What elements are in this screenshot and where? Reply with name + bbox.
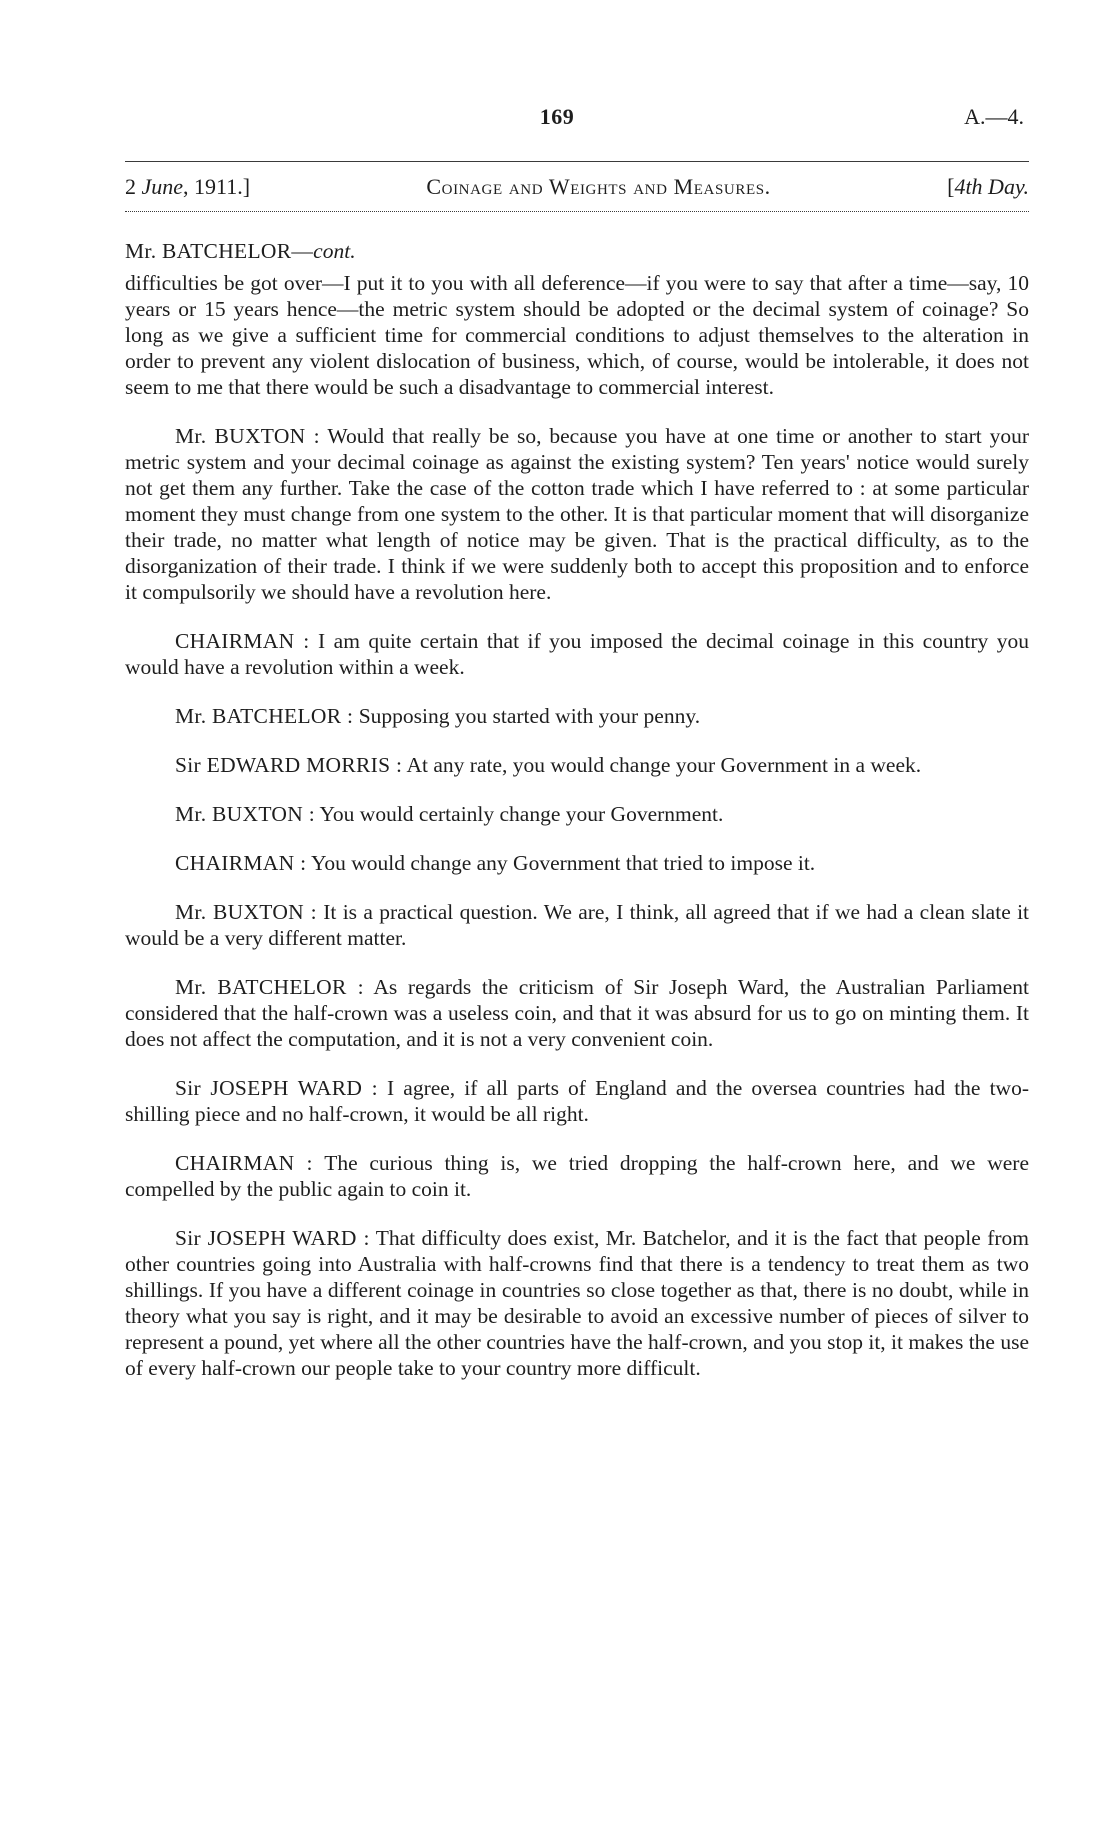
paragraph-0 (125, 270, 1029, 400)
paragraph-8 (125, 974, 1029, 1052)
paragraph-2 (125, 628, 1029, 680)
continuation-speaker: Mr. BATCHELOR— (125, 239, 314, 263)
speaker-name: Mr. BUXTON : (175, 802, 315, 826)
header-date-month: June (141, 174, 184, 199)
speaker-name: Mr. BUXTON : (175, 900, 317, 924)
paragraph-text: difficulties be got over—I put it to you with all deference—if you were to say that after a time—say, 10 years or 15 years hence—the metric system should be adopted or the decimal system of coinage? So long as we give a sufficient time for commercial conditions to adjust themselves to the alteration in order to prevent any violent dislocation of business, which, of course, would be intolerable, it does not seem to me that there would be such a disadvantage to commercial interest. (125, 271, 1029, 399)
paragraph-text: Supposing you started with your penny. (353, 704, 701, 728)
header-date-year: , 1911.] (183, 174, 251, 199)
paragraph-4 (125, 752, 1029, 778)
header-day-label: 4th Day. (954, 174, 1029, 199)
paragraph-3 (125, 703, 1029, 729)
paragraph-9 (125, 1075, 1029, 1127)
header-day-bracket: [ (947, 174, 955, 199)
speaker-name: CHAIRMAN : (175, 851, 307, 875)
paragraph-text: I agree, if all parts of England and the oversea countries had the two-shilling piece and no half-crown, it would be all right. (125, 1076, 1029, 1126)
speaker-name: Mr. BATCHELOR : (175, 975, 364, 999)
paragraph-text: You would change any Government that tried to impose it. (306, 851, 816, 875)
header-title: Coinage and Weights and Measures. (426, 174, 771, 199)
header-rule-top (125, 161, 1029, 162)
paragraph-text: As regards the criticism of Sir Joseph Ward, the Australian Parliament considered that the half-crown was a useless coin, and that it was absurd for us to go on minting them. It does not affect the computation, and it is not a very convenient coin. (125, 975, 1029, 1051)
transcript-body (125, 238, 1029, 1404)
paragraph-text: The curious thing is, we tried dropping the half-crown here, and we were compelled by the public again to coin it. (125, 1151, 1029, 1201)
speaker-name: Mr. BATCHELOR : (175, 704, 354, 728)
paragraph-text: That difficulty does exist, Mr. Batchelor, and it is the fact that people from other countries going into Australia with half-crowns find that there is a tendency to treat them as two shillings. If you have a different coinage in countries so close together as that, there is no doubt, while in theory what you say is right, and it may be desirable to avoid an excessive number of pieces of silver to represent a pound, yet where all the other countries have the half-crown, and you stop it, it makes the use of every half-crown our people take to your country more difficult. (125, 1226, 1029, 1380)
paragraph-5 (125, 801, 1029, 827)
speaker-name: Sir JOSEPH WARD : (175, 1226, 370, 1250)
paragraph-11 (125, 1225, 1029, 1381)
document-reference: A.—4. (964, 104, 1024, 129)
header-rule-bottom (125, 211, 1029, 212)
header-day (947, 174, 1029, 200)
continuation-line (125, 238, 1029, 264)
page-number: 169 (539, 104, 575, 129)
running-header (125, 174, 1029, 200)
speaker-name: Mr. BUXTON : (175, 424, 320, 448)
speaker-name: Sir JOSEPH WARD : (175, 1076, 378, 1100)
paragraph-text: Would that really be so, because you have at one time or another to start your metric system and your decimal coinage as against the existing system? Ten years' notice would surely not get them any further. Take the case of the cotton trade which I have referred to : at some particular moment they must change from one system to the other. It is that particular moment that will disorganize their trade, no matter what length of notice may be given. That is the practical difficulty, as to the disorganization of their trade. I think if we were suddenly both to accept this proposition and to enforce it compulsorily we should have a revolution here. (125, 424, 1029, 604)
paragraph-1 (125, 423, 1029, 605)
paragraph-text: You would certainly change your Government. (314, 802, 724, 826)
paragraph-10 (125, 1150, 1029, 1202)
paragraph-text: At any rate, you would change your Government in a week. (402, 753, 922, 777)
paragraph-7 (125, 899, 1029, 951)
continuation-marker: cont. (313, 239, 356, 263)
paragraph-6 (125, 850, 1029, 876)
header-date-day: 2 (125, 174, 136, 199)
header-date (125, 174, 250, 200)
speaker-name: CHAIRMAN : (175, 629, 310, 653)
speaker-name: CHAIRMAN : (175, 1151, 313, 1175)
speaker-name: Sir EDWARD MORRIS : (175, 753, 403, 777)
paragraph-text: I am quite certain that if you imposed the decimal coinage in this country you would have a revolution within a week. (125, 629, 1029, 679)
paragraph-text: It is a practical question. We are, I think, all agreed that if we had a clean slate it would be a very different matter. (125, 900, 1030, 950)
